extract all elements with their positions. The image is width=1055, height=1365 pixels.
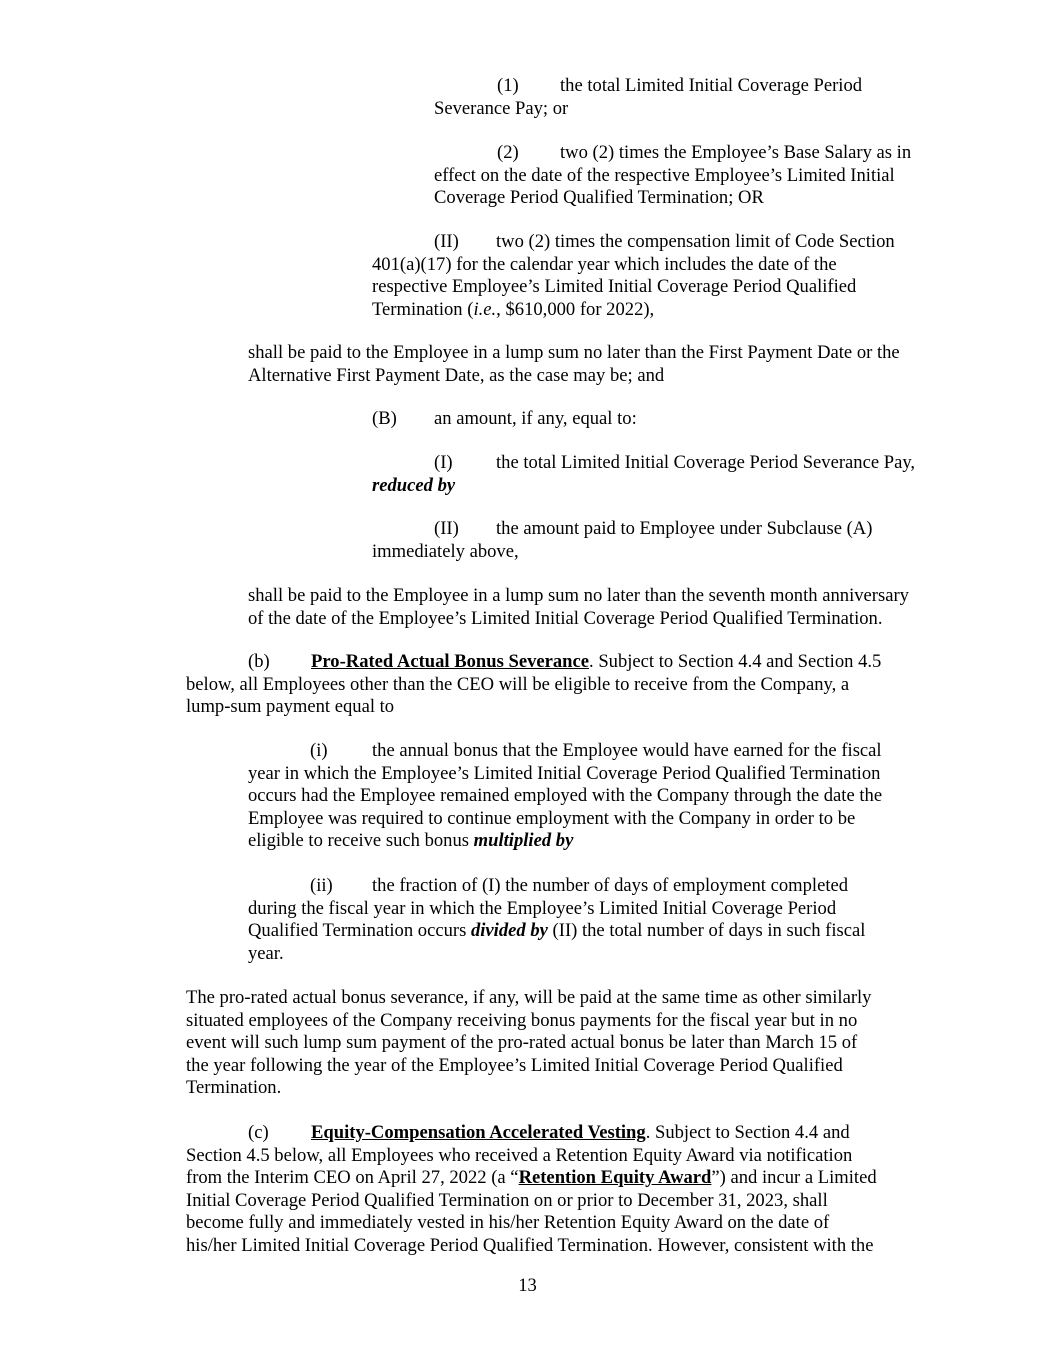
clause-number: (2) — [497, 142, 519, 163]
section-heading: Pro-Rated Actual Bonus Severance — [311, 651, 590, 672]
clause-1 — [434, 75, 862, 120]
paragraph-pro-rated: The pro-rated actual bonus severance, if any, will be paid at the same time as other similarly situated employees of the Company receiving bonus payments for the fiscal year but in no event will such lump sum payment of the pro-rated actual bonus be later than March 15 of the year following the year of the Employee’s Limited Initial Coverage Period Qualified Termination. — [186, 987, 872, 1099]
clause-text: the total Limited Initial Coverage Period Severance Pay, — [496, 452, 916, 473]
clause-text: two (2) times the compensation limit of Code Section — [496, 231, 895, 252]
clause-number: (B) — [372, 408, 397, 429]
section-c: (c) Equity-Compensation Accelerated Vesting. Subject to Section 4.4 and Section 4.5 below, all Employees who received a Retention Equity Award via notification from the Interim CEO on April 27, 2022 (a “Retention Equity Award”) and incur a Limited Initial Coverage Period Qualified Termination on or prior to December 31, 2023, shall become fully and immediately vested in his/her Retention Equity Award on the date of his/her Limited Initial Coverage Period Qualified Termination. However, consistent with the — [186, 1122, 877, 1256]
paragraph-lump-sum-1: shall be paid to the Employee in a lump sum no later than the First Payment Date or the Alternative First Payment Date, as the case may be; and — [248, 342, 900, 386]
emphasis-divided-by: divided by — [470, 920, 548, 942]
clause-text-cont: Termination (i.e., $610,000 for 2022), — [372, 298, 655, 320]
section-number: (b) — [248, 651, 270, 672]
clause-text: the total Limited Initial Coverage Period — [560, 75, 863, 96]
clause-number: (1) — [497, 75, 519, 96]
clause-2 — [434, 142, 911, 210]
clause-text-cont: Severance Pay; or — [434, 97, 569, 119]
defined-term-retention-equity-award: Retention Equity Award — [518, 1167, 712, 1189]
clause-text: the fraction of (I) the number of days of employment completed — [372, 875, 849, 896]
paragraph-lump-sum-2: shall be paid to the Employee in a lump sum no later than the seventh month anniversary of the date of the Employee’s Limited Initial Coverage Period Qualified Termination. — [248, 585, 909, 629]
clause-text-cont: 401(a)(17) for the calendar year which includes the date of the — [372, 253, 837, 275]
emphasis-multiplied-by: multiplied by — [473, 830, 574, 852]
clause-text-cont: immediately above, — [372, 540, 519, 562]
clause-ii: (ii) the fraction of (I) the number of days of employment completed during the fiscal year in which the Employee’s Limited Initial Coverage Period Qualified Termination occurs divided by (II) the total number of days in such fiscal year. — [248, 875, 866, 964]
page-number: 13 — [518, 1275, 537, 1296]
clause-text: the amount paid to Employee under Subclause (A) — [496, 518, 873, 539]
clause-text: two (2) times the Employee’s Base Salary as in — [560, 142, 912, 163]
section-heading: Equity-Compensation Accelerated Vesting — [311, 1122, 646, 1143]
clause-number: (i) — [310, 740, 328, 761]
section-b: (b) Pro-Rated Actual Bonus Severance. Subject to Section 4.4 and Section 4.5 below, all Employees other than the CEO will be eligible to receive from the Company, a lump-sum payment equal to — [186, 651, 882, 718]
ie-abbrev: i.e., — [473, 298, 501, 320]
clause-B — [372, 408, 637, 431]
clause-II-b — [372, 518, 872, 563]
clause-number: (II) — [434, 518, 459, 539]
clause-II — [372, 231, 895, 321]
emphasis-reduced-by: reduced by — [372, 474, 456, 496]
clause-number: (II) — [434, 231, 459, 252]
clause-text-cont: effect on the date of the respective Employee’s Limited Initial — [434, 164, 895, 186]
section-number: (c) — [248, 1122, 269, 1143]
clause-text: an amount, if any, equal to: — [434, 408, 637, 429]
clause-i: (i) the annual bonus that the Employee would have earned for the fiscal year in which the Employee’s Limited Initial Coverage Period Qualified Termination occurs had the Employee remained employed with the Company through the date the Employee was required to continue employment with the Company in order to be eligible to receive such bonus multiplied by — [248, 740, 883, 852]
clause-I — [372, 452, 915, 497]
clause-number: (ii) — [310, 875, 333, 896]
clause-text-cont: respective Employee’s Limited Initial Coverage Period Qualified — [372, 276, 857, 298]
clause-text: the annual bonus that the Employee would have earned for the fiscal — [372, 740, 882, 761]
clause-number: (I) — [434, 452, 453, 473]
clause-text-cont: Coverage Period Qualified Termination; OR — [434, 187, 764, 209]
